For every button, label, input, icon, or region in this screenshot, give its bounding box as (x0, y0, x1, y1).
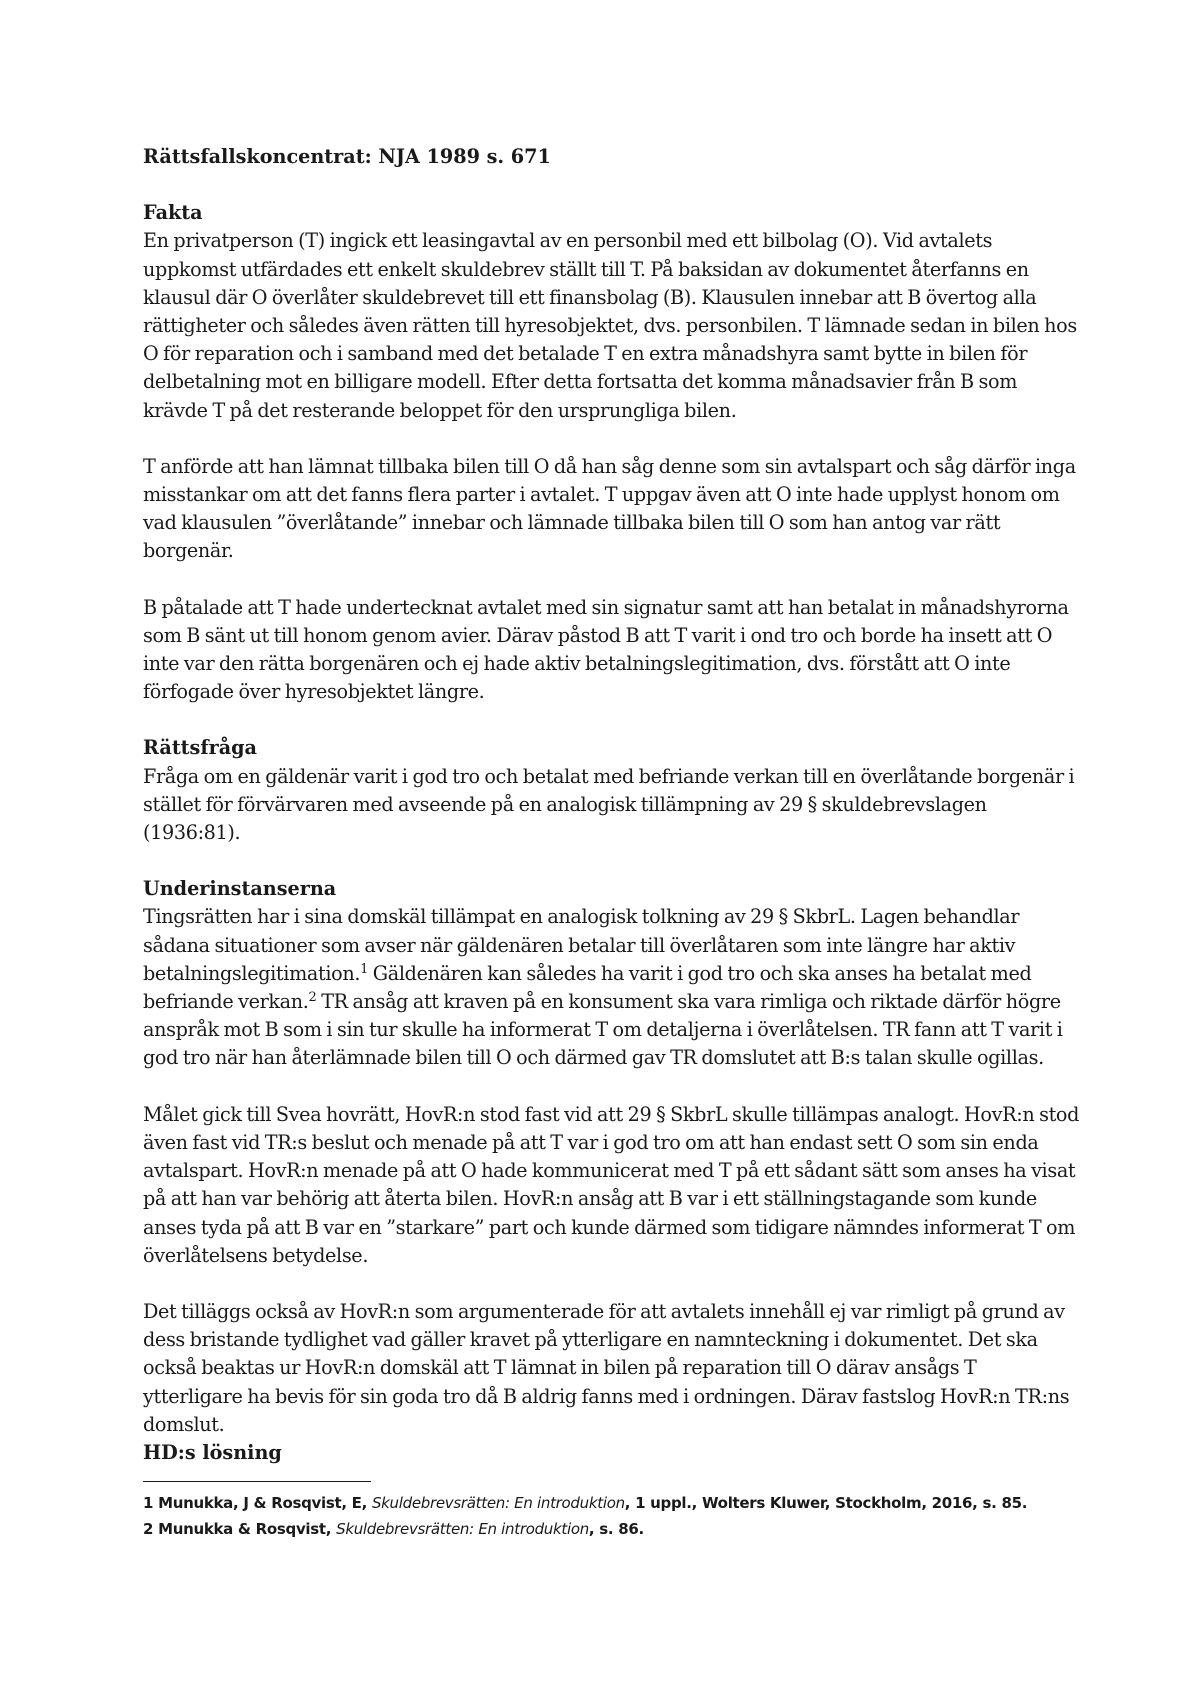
section-heading-rattsfraga: Rättsfråga (143, 736, 257, 760)
footnote-separator (143, 1481, 371, 1482)
underinstanserna-paragraph-1 (143, 903, 1080, 1072)
footnote-text: Munukka, J & Rosqvist, E, (153, 1494, 372, 1513)
footnote-text: , 1 uppl., Wolters Kluwer, Stockholm, 2016, s. 85. (624, 1494, 1028, 1513)
fakta-paragraph-2: T anförde att han lämnat tillbaka bilen till O då han såg denne som sin avtalspart och såg därför inga misstankar om att det fanns flera parter i avtalet. T uppgav även att O inte hade upplyst honom om vad klausulen ”överlåtande” innebar och lämnade tillbaka bilen till O som han antog var rätt borgenär. (143, 454, 1076, 563)
footnote-reference-1[interactable]: 1 (360, 961, 369, 977)
paragraph-text: Tingsrätten har i sina domskäl tillämpat en analogisk tolkning av 29 § SkbrL. Lagen behandlar sådana situationer som avser när gäldenären betalar till överlåtaren som inte längre har aktiv betalningslegitimation. (143, 905, 1020, 985)
section-heading-underinstanserna: Underinstanserna (143, 877, 337, 901)
paragraph-text: Gäldenären kan således ha varit i god tro och ska anses ha betalat med befriande verkan. (143, 961, 1032, 1014)
footnote-2 (143, 1516, 1080, 1542)
underinstanserna-paragraph-3: Det tilläggs också av HovR:n som argumenterade för att avtalets innehåll ej var rimligt på grund av dess bristande tydlighet vad gäller kravet på ytterligare en namnteckning i dokumentet. Det ska också beaktas ur HovR:n domskäl att T lämnat in bilen på reparation till O därav ansågs T ytterligare ha bevis för sin goda tro då B aldrig fanns med i ordningen. Därav fastslog HovR:n TR:ns domslut. (143, 1299, 1070, 1436)
fakta-paragraph-3: B påtalade att T hade undertecknat avtalet med sin signatur samt att han betalat in månadshyrorna som B sänt ut till honom genom avier. Därav påstod B att T varit i ond tro och borde ha insett att O inte var den rätta borgenären och ej hade aktiv betalningslegitimation, dvs. förstått att O inte förfogade över hyresobjektet längre. (143, 595, 1069, 704)
section-heading-fakta: Fakta (143, 201, 203, 225)
footnote-book-title: Skuldebrevsrätten: En introduktion (371, 1494, 625, 1513)
footnote-text: , s. 86. (588, 1520, 644, 1539)
underinstanserna-paragraph-2: Målet gick till Svea hovrätt, HovR:n stod fast vid att 29 § SkbrL skulle tillämpas analogt. HovR:n stod även fast vid TR:s beslut och menade på att T var i god tro om att han endast sett O som sin enda avtalspart. HovR:n menade på att O hade kommunicerat med T på ett sådant sätt som anses ha visat på att han var behörig att återta bilen. HovR:n ansåg att B var i ett ställningstagande som kunde anses tyda på att B var en ”starkare” part och kunde därmed som tidigare nämndes informerat T om överlåtelsens betydelse. (143, 1102, 1080, 1267)
footnote-number: 1 (143, 1494, 154, 1513)
footnote-reference-2[interactable]: 2 (308, 990, 317, 1006)
footnote-book-title: Skuldebrevsrätten: En introduktion (336, 1520, 589, 1539)
fakta-paragraph-1: En privatperson (T) ingick ett leasingavtal av en personbil med ett bilbolag (O). Vid avtalets uppkomst utfärdades ett enkelt skuldebrev ställt till T. På baksidan av dokumentet återfanns en klausul där O överlåter skuldebrevet till ett finansbolag (B). Klausulen innebar att B övertog alla rättigheter och således även rätten till hyresobjektet, dvs. personbilen. T lämnade sedan in bilen hos O för reparation och i samband med det betalade T en extra månadshyra samt bytte in bilen för delbetalning mot en billigare modell. Efter detta fortsatta det komma månadsavier från B som krävde T på det resterande beloppet för den ursprungliga bilen. (143, 229, 1077, 422)
document-title: Rättsfallskoncentrat: NJA 1989 s. 671 (143, 145, 551, 168)
rattsfraga-paragraph: Fråga om en gäldenär varit i god tro och betalat med befriande verkan till en överlåtande borgenär i stället för förvärvaren med avseende på en analogisk tillämpning av 29 § skuldebrevslagen (1936:81). (143, 764, 1075, 845)
section-heading-hd-losning: HD:s lösning (143, 1440, 282, 1464)
footnote-1 (143, 1490, 1080, 1516)
footnote-number: 2 (143, 1520, 154, 1539)
paragraph-text: TR ansåg att kraven på en konsument ska vara rimliga och riktade därför högre anspråk mot B som i sin tur skulle ha informerat T om detaljerna i överlåtelsen. TR fann att T varit i god tro när han återlämnade bilen till O och därmed gav TR domslutet att B:s talan skulle ogillas. (143, 990, 1063, 1070)
footnote-text: Munukka & Rosqvist, (153, 1520, 337, 1539)
